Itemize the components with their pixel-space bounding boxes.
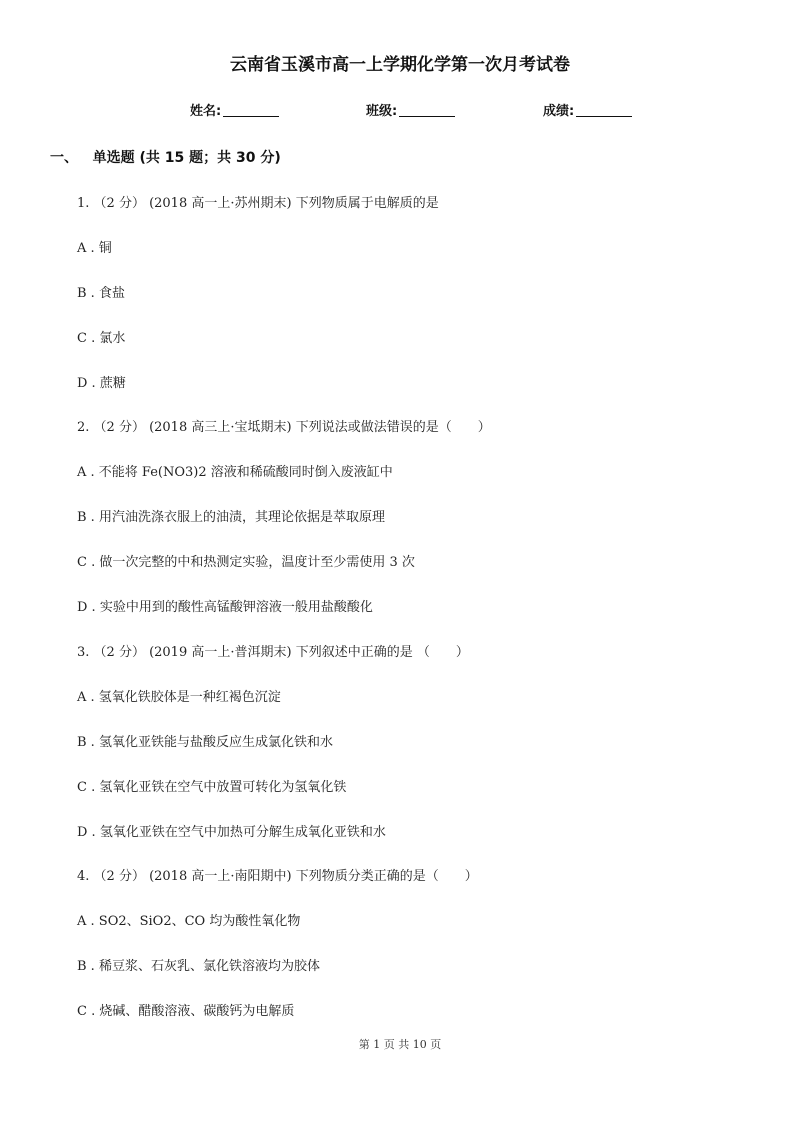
option-a[interactable]: A . SO2、SiO2、CO 均为酸性氧化物	[77, 914, 301, 929]
option-c[interactable]: C . 烧碱、醋酸溶液、碳酸钙为电解质	[77, 1004, 295, 1019]
question-stem: 3. （2 分） (2019 高一上·普洱期末) 下列叙述中正确的是 （ ）	[77, 645, 469, 660]
score-label: 成绩:	[543, 104, 575, 119]
question-stem: 4. （2 分） (2018 高一上·南阳期中) 下列物质分类正确的是（ ）	[77, 869, 478, 884]
option-b[interactable]: B . 用汽油洗涤衣服上的油渍，其理论依据是萃取原理	[77, 510, 385, 525]
exam-title: 云南省玉溪市高一上学期化学第一次月考试卷	[230, 55, 570, 75]
class-blank[interactable]	[399, 104, 455, 117]
option-b[interactable]: B . 食盐	[77, 286, 125, 301]
option-c[interactable]: C . 氯水	[77, 331, 126, 346]
section-number: 一、	[50, 150, 78, 166]
option-d[interactable]: D . 氢氧化亚铁在空气中加热可分解生成氧化亚铁和水	[77, 825, 386, 840]
question-stem: 1. （2 分） (2018 高一上·苏州期末) 下列物质属于电解质的是	[77, 196, 439, 211]
option-b[interactable]: B . 氢氧化亚铁能与盐酸反应生成氯化铁和水	[77, 735, 333, 750]
class-label: 班级:	[366, 104, 398, 119]
section-title: 单选题 (共 15 题；共 30 分)	[92, 150, 281, 166]
name-blank[interactable]	[223, 104, 279, 117]
option-c[interactable]: C . 氢氧化亚铁在空气中放置可转化为氢氧化铁	[77, 780, 347, 795]
section-heading	[50, 147, 281, 167]
option-d[interactable]: D . 蔗糖	[77, 376, 126, 391]
page-footer: 第 1 页 共 10 页	[358, 1038, 442, 1051]
option-a[interactable]: A . 氢氧化铁胶体是一种红褐色沉淀	[77, 690, 281, 705]
score-field	[543, 100, 632, 119]
option-a[interactable]: A . 铜	[77, 241, 112, 256]
option-b[interactable]: B . 稀豆浆、石灰乳、氯化铁溶液均为胶体	[77, 959, 320, 974]
option-d[interactable]: D . 实验中用到的酸性高锰酸钾溶液一般用盐酸酸化	[77, 600, 373, 615]
class-field	[366, 100, 455, 119]
option-a[interactable]: A . 不能将 Fe(NO3)2 溶液和稀硫酸同时倒入废液缸中	[77, 465, 393, 480]
option-c[interactable]: C . 做一次完整的中和热测定实验，温度计至少需使用 3 次	[77, 555, 415, 570]
question-stem: 2. （2 分） (2018 高三上·宝坻期末) 下列说法或做法错误的是（ ）	[77, 420, 491, 435]
name-label: 姓名:	[190, 104, 222, 119]
name-field	[190, 100, 279, 119]
score-blank[interactable]	[576, 104, 632, 117]
